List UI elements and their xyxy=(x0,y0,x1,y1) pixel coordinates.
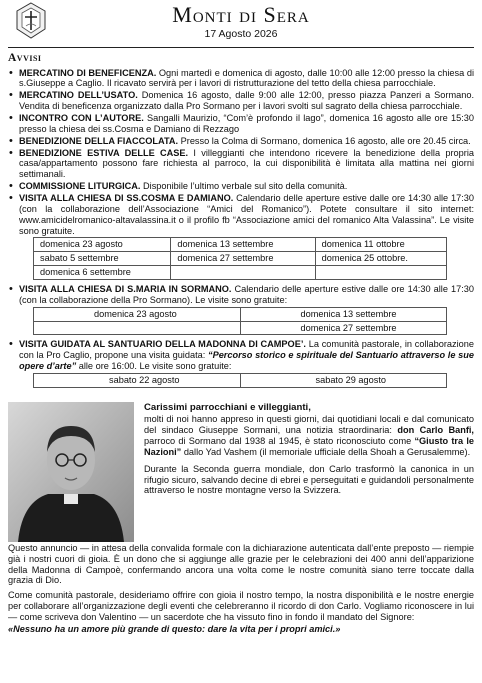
schedule-table-campoe xyxy=(33,373,447,388)
section-title-avvisi: Avvisi xyxy=(8,52,42,64)
notice-item xyxy=(8,339,474,387)
table-row xyxy=(34,238,447,252)
letter-paragraph-3: Questo annuncio — in attesa della convalida formale con la dichiarazione autenticata dall’ente preposto — riempie già i nostri cuori di gioia. È un dono che si aggiunge alle grazie per le celebrazioni dei 400 anni dell’apparizione della Madonna di Campoè, confermando ancora una volta come le nostre comunità siano terre toccate dalla grazia di Dio. xyxy=(8,542,474,586)
table-cell: sabato 5 settembre xyxy=(34,252,171,266)
notice-text: Disponibile l’ultimo verbale sul sito della comunità. xyxy=(140,181,348,192)
notice-text: I villeggianti che intendono ricevere la benedizione della propria casa/appartamento possono fare richiesta al parroco, la cui disponibilità è limitata alla mattina nei giorni settimanali. xyxy=(19,147,474,180)
table-cell: sabato 22 agosto xyxy=(34,374,241,388)
table-cell: domenica 23 agosto xyxy=(34,238,171,252)
notice-text: Domenica 16 agosto, dalle 9:00 alle 12:00, presso piazza Panzeri a Sormano. Vendita di beneficenza organizzato dalla Pro Sormano per i lavori svolti sul sagrato della chiesa parrocchiale. xyxy=(19,90,474,112)
letter-quote: «Nessuno ha un amore più grande di questo: dare la vita per i propri amici.» xyxy=(8,623,341,634)
table-cell: domenica 27 settembre xyxy=(240,321,447,335)
notice-title: COMMISSIONE LITURGICA. xyxy=(19,181,141,192)
table-row xyxy=(34,321,447,335)
table-cell xyxy=(34,321,241,335)
letter-greeting: Carissimi parrocchiani e villeggianti, xyxy=(144,401,311,413)
table-row xyxy=(34,307,447,321)
notice-title: BENEDIZIONE ESTIVA DELLE CASE. xyxy=(19,147,189,158)
table-row xyxy=(34,266,447,280)
notice-item xyxy=(8,68,474,90)
letter-honor-title: “Giusto tra le Nazioni” xyxy=(144,435,474,457)
schedule-table-cosma xyxy=(33,237,447,280)
schedule-table-maria xyxy=(33,307,447,336)
portrait-photo xyxy=(8,402,134,542)
table-cell xyxy=(171,266,315,280)
notice-item xyxy=(8,284,474,335)
letter-name: don Carlo Banfi, xyxy=(397,425,474,436)
table-row xyxy=(34,252,447,266)
letter-paragraph-4: Come comunità pastorale, desideriamo offrire con gioia il nostro tempo, la nostra disponibilità e le nostre energie per collaborare all’organizzazione degli eventi che celebreranno il ricordo di don Carlo. Vogliamo riconoscere in lui — come scriveva don Valentino — un sacerdote che ha vissuto fino in fondo il mandato del Signore: xyxy=(8,590,474,623)
letter-intro xyxy=(144,402,474,542)
notice-title: BENEDIZIONE DELLA FIACCOLATA. xyxy=(19,135,179,146)
notice-title: MERCATINO DELL’USATO. xyxy=(19,90,138,101)
letter-text: molti di noi hanno appreso in questi giorni, dai quotidiani locali e dal comunicato del sindaco Giuseppe Sormani, una notizia straordinaria: xyxy=(144,414,474,436)
notice-text: Ogni martedì e domenica di agosto, dalle 10:00 alle 12:00 presso la chiesa di s.Giuseppe a Caglio. Il ricavato servirà per i lavori di ristrutturazione del tetto della chiesa parrocchiale. xyxy=(19,67,474,89)
notice-item xyxy=(8,113,474,135)
table-cell: domenica 13 settembre xyxy=(171,238,315,252)
page-title: Monti di Sera xyxy=(172,2,310,27)
notice-text: Sangalli Maurizio, “Com’è profondo il lago”, domenica 16 agosto alle ore 15:30 presso la chiesa dei ss.Cosma e Damiano di Rezzago xyxy=(19,113,475,134)
letter-text: dallo Yad Vashem (il memoriale ufficiale della Shoah a Gerusalemme). xyxy=(181,446,471,457)
table-cell: domenica 27 settembre xyxy=(171,252,315,266)
table-cell: domenica 13 settembre xyxy=(240,307,447,321)
notice-text: Presso la Colma di Sormano, domenica 16 agosto, alle ore 20.45 circa. xyxy=(178,135,471,146)
notice-title: VISITA ALLA CHIESA DI S.MARIA IN SORMANO. xyxy=(19,284,232,295)
notice-text: alle ore 16:00. Le visite sono gratuite: xyxy=(76,361,232,372)
issue-date: 17 Agosto 2026 xyxy=(204,28,278,40)
notice-item xyxy=(8,181,474,192)
notice-title: VISITA GUIDATA AL SANTUARIO DELLA MADONNA DI CAMPOE’. xyxy=(19,339,306,350)
letter-section xyxy=(8,402,474,542)
table-cell: domenica 6 settembre xyxy=(34,266,171,280)
table-cell: sabato 29 agosto xyxy=(240,374,447,388)
table-cell: domenica 11 ottobre xyxy=(315,238,446,252)
notice-item xyxy=(8,136,474,147)
table-cell: domenica 23 agosto xyxy=(34,307,241,321)
notice-list xyxy=(8,68,474,388)
notice-text: La comunità pastorale, in collaborazione con la Pro Caglio, propone una visita guidata: xyxy=(19,339,475,361)
notice-text: Calendario delle aperture estive dalle ore 14:30 alle 17:30 (con la collaborazione dell’Associazione “Amici del Romanico”). Potete consultare il sito internet: www.amicidelromanico-altavalassina.it o il profilo fb “Associazione amici del romanico Alta Valassina”. Le visite sono gratuite. xyxy=(19,193,474,236)
letter-paragraph-2: Durante la Seconda guerra mondiale, don Carlo trasformò la canonica in un rifugio sicuro, salvando decine di ebrei e perseguitati e guidandoli personalmente attraverso le nostre montagne verso la Svizzera. xyxy=(144,463,474,496)
notice-title: INCONTRO CON L’AUTORE. xyxy=(19,113,144,123)
table-row xyxy=(34,374,447,388)
masthead-header xyxy=(8,0,474,48)
letter-text: parroco di Sormano dal 1938 al 1945, è stato riconosciuto come xyxy=(144,435,415,446)
table-cell xyxy=(315,266,446,280)
notice-text: Calendario delle aperture estive dalle ore 14:30 alle 17:30 (con la collaborazione della Pro Sormano). Le visite sono gratuite: xyxy=(19,284,474,305)
notice-title: VISITA ALLA CHIESA DI SS.COSMA E DAMIANO. xyxy=(19,193,234,204)
table-cell: domenica 25 ottobre. xyxy=(315,252,446,266)
notice-item xyxy=(8,90,474,112)
notice-item xyxy=(8,193,474,280)
notice-item xyxy=(8,148,474,181)
notice-quote: “Percorso storico e spirituale del Santuario attraverso le sue opere d’arte” xyxy=(19,350,474,372)
notice-title: MERCATINO DI BENEFICENZA. xyxy=(19,67,157,78)
letter-paragraph-1 xyxy=(144,414,474,457)
